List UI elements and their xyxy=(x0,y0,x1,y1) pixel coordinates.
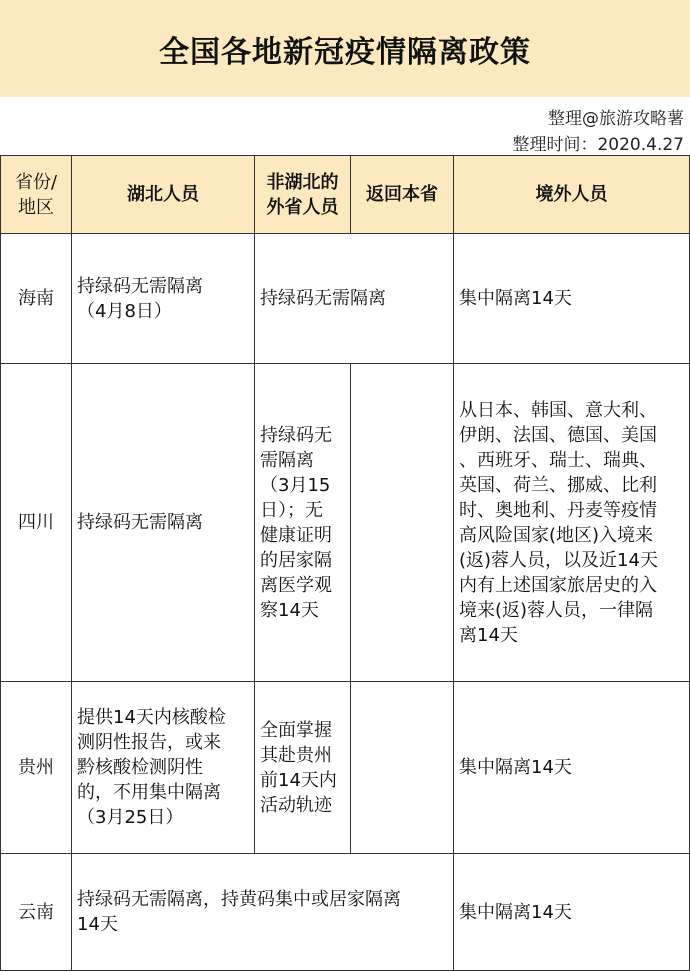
page-title: 全国各地新冠疫情隔离政策 xyxy=(0,0,690,97)
province-cell: 贵州 xyxy=(1,682,72,854)
domestic-policy-cell: 持绿码无需隔离 xyxy=(255,234,454,364)
overseas-policy-cell: 集中隔离14天 xyxy=(454,854,690,971)
author-credit: 整理@旅游攻略薯 xyxy=(548,109,684,129)
policy-table xyxy=(0,155,690,971)
hubei-policy-cell: 持绿码无需隔离 （4月8日） xyxy=(72,234,255,364)
return-policy-cell xyxy=(351,364,454,682)
domestic-policy-cell: 持绿码无需隔离，持黄码集中或居家隔离 14天 xyxy=(72,854,454,971)
province-cell: 云南 xyxy=(1,854,72,971)
header-row xyxy=(1,156,690,234)
overseas-policy-cell: 从日本、韩国、意大利、 伊朗、法国、德国、美国 、西班牙、瑞士、瑞典、 英国、荷兰、挪威、比利 时、奥地利、丹麦等疫情 高风险国家(地区)入境来 (返)蓉人员，以及近14天 内有上述国家旅居史的入 境来(返)蓉人员，一律隔 离14天 xyxy=(454,364,690,682)
non-hubei-policy-cell: 持绿码无 需隔离 （3月15 日）；无 健康证明 的居家隔 离医学观 察14天 xyxy=(255,364,351,682)
compile-date: 整理时间：2020.4.27 xyxy=(512,135,684,155)
table-row xyxy=(1,364,690,682)
non-hubei-policy-cell: 全面掌握 其赴贵州 前14天内 活动轨迹 xyxy=(255,682,351,854)
return-policy-cell xyxy=(351,682,454,854)
hubei-policy-cell: 提供14天内核酸检 测阴性报告，或来 黔核酸检测阴性 的，不用集中隔离 （3月25日） xyxy=(72,682,255,854)
hubei-policy-cell: 持绿码无需隔离 xyxy=(72,364,255,682)
overseas-policy-cell: 集中隔离14天 xyxy=(454,234,690,364)
header-hubei: 湖北人员 xyxy=(72,156,255,234)
header-non-hubei: 非湖北的 外省人员 xyxy=(255,156,351,234)
header-province: 省份/ 地区 xyxy=(1,156,72,234)
table-row xyxy=(1,682,690,854)
province-cell: 四川 xyxy=(1,364,72,682)
header-return: 返回本省 xyxy=(351,156,454,234)
table-row xyxy=(1,854,690,971)
header-overseas: 境外人员 xyxy=(454,156,690,234)
table-row xyxy=(1,234,690,364)
overseas-policy-cell: 集中隔离14天 xyxy=(454,682,690,854)
province-cell: 海南 xyxy=(1,234,72,364)
